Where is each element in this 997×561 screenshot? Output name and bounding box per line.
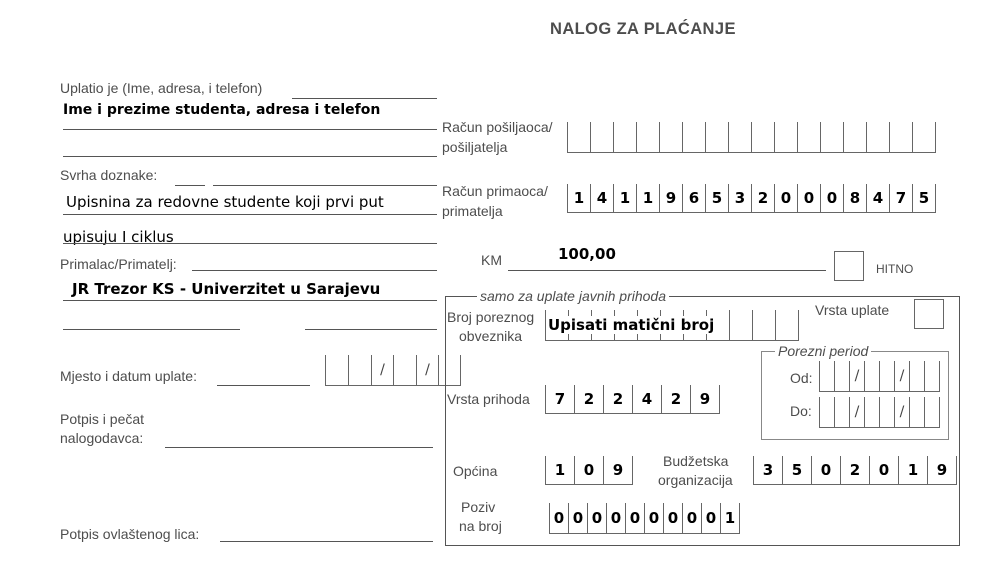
budzetska-digit: 1 bbox=[899, 456, 928, 484]
poziv-digit: 0 bbox=[569, 503, 588, 533]
vrsta-prihoda-digit: 9 bbox=[691, 385, 720, 413]
opcina-cells[interactable] bbox=[545, 456, 633, 485]
potpis-nalog-label-2: nalogodavca: bbox=[60, 430, 144, 446]
racun-cell bbox=[637, 122, 660, 152]
racun-cell bbox=[867, 122, 890, 152]
do-cell bbox=[880, 397, 895, 427]
racun-cell bbox=[729, 122, 752, 152]
racun-cell bbox=[913, 122, 936, 152]
uplatio-line bbox=[292, 98, 437, 99]
budzetska-digit: 0 bbox=[870, 456, 899, 484]
svrha-label: Svrha doznake: bbox=[60, 167, 158, 183]
primalac-line-3b bbox=[305, 329, 437, 330]
svrha-line-b bbox=[213, 185, 437, 186]
datum-separator: / bbox=[372, 355, 394, 385]
poziv-digit: 0 bbox=[664, 503, 683, 533]
racun-primaoca-digit: 0 bbox=[775, 184, 798, 212]
racun-cell bbox=[752, 122, 775, 152]
racun-primaoca-digit: 4 bbox=[867, 184, 890, 212]
form-title: NALOG ZA PLAĆANJE bbox=[550, 20, 736, 38]
opcina-digit: 9 bbox=[604, 456, 633, 484]
primalac-label: Primalac/Primatelj: bbox=[60, 256, 177, 272]
racun-cell bbox=[614, 122, 637, 152]
poziv-label-1: Poziv bbox=[461, 499, 496, 515]
vrsta-prihoda-digit: 2 bbox=[575, 385, 604, 413]
do-label: Do: bbox=[790, 403, 812, 419]
budzetska-cells[interactable] bbox=[753, 456, 957, 485]
racun-cell bbox=[706, 122, 729, 152]
poziv-digit: 0 bbox=[702, 503, 721, 533]
opcina-digit: 0 bbox=[575, 456, 604, 484]
opcina-label: Općina bbox=[453, 463, 498, 479]
racun-primaoca-digit: 5 bbox=[913, 184, 936, 212]
broj-poreznog-label-1: Broj poreznog bbox=[447, 309, 535, 325]
vrsta-uplate-box[interactable] bbox=[914, 299, 944, 329]
racun-primaoca-digit: 7 bbox=[890, 184, 913, 212]
poziv-digit: 0 bbox=[550, 503, 569, 533]
racun-primaoca-digit: 1 bbox=[614, 184, 637, 212]
budzetska-label-1: Budžetska bbox=[663, 453, 729, 469]
poziv-digit: 0 bbox=[607, 503, 626, 533]
km-line bbox=[508, 270, 826, 271]
mjesto-label: Mjesto i datum uplate: bbox=[60, 368, 197, 384]
datum-cell bbox=[349, 355, 372, 385]
svrha-line-a bbox=[175, 185, 205, 186]
racun-cell bbox=[591, 122, 614, 152]
do-cell bbox=[910, 397, 925, 427]
broj-poreznog-value[interactable]: Upisati matični broj bbox=[548, 316, 715, 334]
vrsta-prihoda-digit: 2 bbox=[604, 385, 633, 413]
racun-cell bbox=[821, 122, 844, 152]
hitno-checkbox[interactable] bbox=[834, 251, 864, 281]
km-label: KM bbox=[481, 252, 502, 268]
od-cell bbox=[910, 361, 925, 391]
racun-cell bbox=[683, 122, 706, 152]
poziv-label-2: na broj bbox=[459, 518, 502, 534]
racun-primaoca-cells[interactable] bbox=[567, 184, 936, 213]
poziv-digit: 0 bbox=[626, 503, 645, 533]
primalac-line bbox=[192, 270, 437, 271]
javni-prihodi-legend: samo za uplate javnih prihoda bbox=[477, 288, 669, 304]
do-cell bbox=[925, 397, 940, 427]
poziv-digit: 0 bbox=[683, 503, 702, 533]
porezni-period-legend: Porezni period bbox=[775, 343, 871, 359]
datum-cells[interactable] bbox=[325, 355, 461, 386]
od-cell bbox=[820, 361, 835, 391]
km-value[interactable]: 100,00 bbox=[558, 245, 616, 263]
svrha-line-3 bbox=[63, 243, 437, 244]
vrsta-prihoda-label: Vrsta prihoda bbox=[447, 391, 530, 407]
primalac-value[interactable]: JR Trezor KS - Univerzitet u Sarajevu bbox=[72, 280, 381, 298]
racun-primaoca-digit: 8 bbox=[844, 184, 867, 212]
racun-cell bbox=[568, 122, 591, 152]
poziv-digit: 0 bbox=[588, 503, 607, 533]
poziv-digit: 1 bbox=[721, 503, 740, 533]
do-cell bbox=[865, 397, 880, 427]
uplatio-line-2 bbox=[63, 129, 437, 130]
hitno-label: HITNO bbox=[876, 262, 914, 276]
racun-primaoca-digit: 0 bbox=[821, 184, 844, 212]
budzetska-label-2: organizacija bbox=[658, 472, 733, 488]
budzetska-digit: 3 bbox=[754, 456, 783, 484]
potpis-nalog-label-1: Potpis i pečat bbox=[60, 411, 145, 427]
racun-primaoca-digit: 9 bbox=[660, 184, 683, 212]
racun-cell bbox=[775, 122, 798, 152]
porezni-cell bbox=[776, 310, 799, 340]
racun-primaoca-digit: 5 bbox=[706, 184, 729, 212]
od-cell bbox=[880, 361, 895, 391]
vrsta-prihoda-digit: 7 bbox=[546, 385, 575, 413]
uplatio-label: Uplatio je (Ime, adresa, i telefon) bbox=[60, 80, 263, 96]
svrha-line-2 bbox=[63, 214, 437, 215]
racun-posiljaoca-label-2: pošiljatelja bbox=[442, 139, 508, 155]
primalac-line-3a bbox=[63, 329, 240, 330]
potpis-lica-line bbox=[220, 541, 433, 542]
budzetska-digit: 9 bbox=[928, 456, 957, 484]
poziv-digit: 0 bbox=[645, 503, 664, 533]
od-separator: / bbox=[895, 361, 910, 391]
opcina-digit: 1 bbox=[546, 456, 575, 484]
racun-primaoca-digit: 1 bbox=[568, 184, 591, 212]
racun-posiljaoca-label-1: Račun pošiljaoca/ bbox=[442, 119, 553, 135]
vrsta-uplate-label: Vrsta uplate bbox=[815, 302, 890, 318]
od-cell bbox=[865, 361, 880, 391]
do-separator: / bbox=[850, 397, 865, 427]
datum-cell bbox=[394, 355, 417, 385]
racun-primaoca-digit: 6 bbox=[683, 184, 706, 212]
svrha-value-2[interactable]: upisuju I ciklus bbox=[63, 228, 174, 246]
racun-primaoca-digit: 0 bbox=[798, 184, 821, 212]
racun-cell bbox=[890, 122, 913, 152]
poziv-cells[interactable] bbox=[549, 503, 740, 534]
datum-separator: / bbox=[417, 355, 439, 385]
porezni-cell bbox=[753, 310, 776, 340]
racun-primaoca-digit: 3 bbox=[729, 184, 752, 212]
uplatio-value[interactable]: Ime i prezime studenta, adresa i telefon bbox=[63, 102, 381, 118]
budzetska-digit: 0 bbox=[812, 456, 841, 484]
od-separator: / bbox=[850, 361, 865, 391]
do-separator: / bbox=[895, 397, 910, 427]
racun-posiljaoca-cells[interactable] bbox=[567, 122, 936, 153]
budzetska-digit: 5 bbox=[783, 456, 812, 484]
datum-cell bbox=[326, 355, 349, 385]
od-cell bbox=[925, 361, 940, 391]
racun-cell bbox=[660, 122, 683, 152]
racun-primaoca-digit: 2 bbox=[752, 184, 775, 212]
od-label: Od: bbox=[790, 370, 813, 386]
vrsta-prihoda-cells[interactable] bbox=[545, 385, 720, 414]
racun-cell bbox=[798, 122, 821, 152]
primalac-line-2 bbox=[63, 300, 437, 301]
do-cell bbox=[835, 397, 850, 427]
racun-primaoca-digit: 4 bbox=[591, 184, 614, 212]
do-date-cells[interactable] bbox=[819, 397, 940, 428]
uplatio-line-3 bbox=[63, 156, 437, 157]
racun-primaoca-label-1: Račun primaoca/ bbox=[442, 183, 548, 199]
budzetska-digit: 2 bbox=[841, 456, 870, 484]
potpis-lica-label: Potpis ovlaštenog lica: bbox=[60, 526, 200, 542]
vrsta-prihoda-digit: 4 bbox=[633, 385, 662, 413]
od-date-cells[interactable] bbox=[819, 361, 940, 392]
od-cell bbox=[835, 361, 850, 391]
porezni-cell bbox=[730, 310, 753, 340]
potpis-nalog-line bbox=[165, 447, 433, 448]
broj-poreznog-label-2: obveznika bbox=[459, 328, 523, 344]
racun-primaoca-label-2: primatelja bbox=[442, 203, 503, 219]
vrsta-prihoda-digit: 2 bbox=[662, 385, 691, 413]
svrha-value-1[interactable]: Upisnina za redovne studente koji prvi put bbox=[66, 193, 384, 211]
racun-cell bbox=[844, 122, 867, 152]
mjesto-line bbox=[217, 385, 310, 386]
do-cell bbox=[820, 397, 835, 427]
racun-primaoca-digit: 1 bbox=[637, 184, 660, 212]
